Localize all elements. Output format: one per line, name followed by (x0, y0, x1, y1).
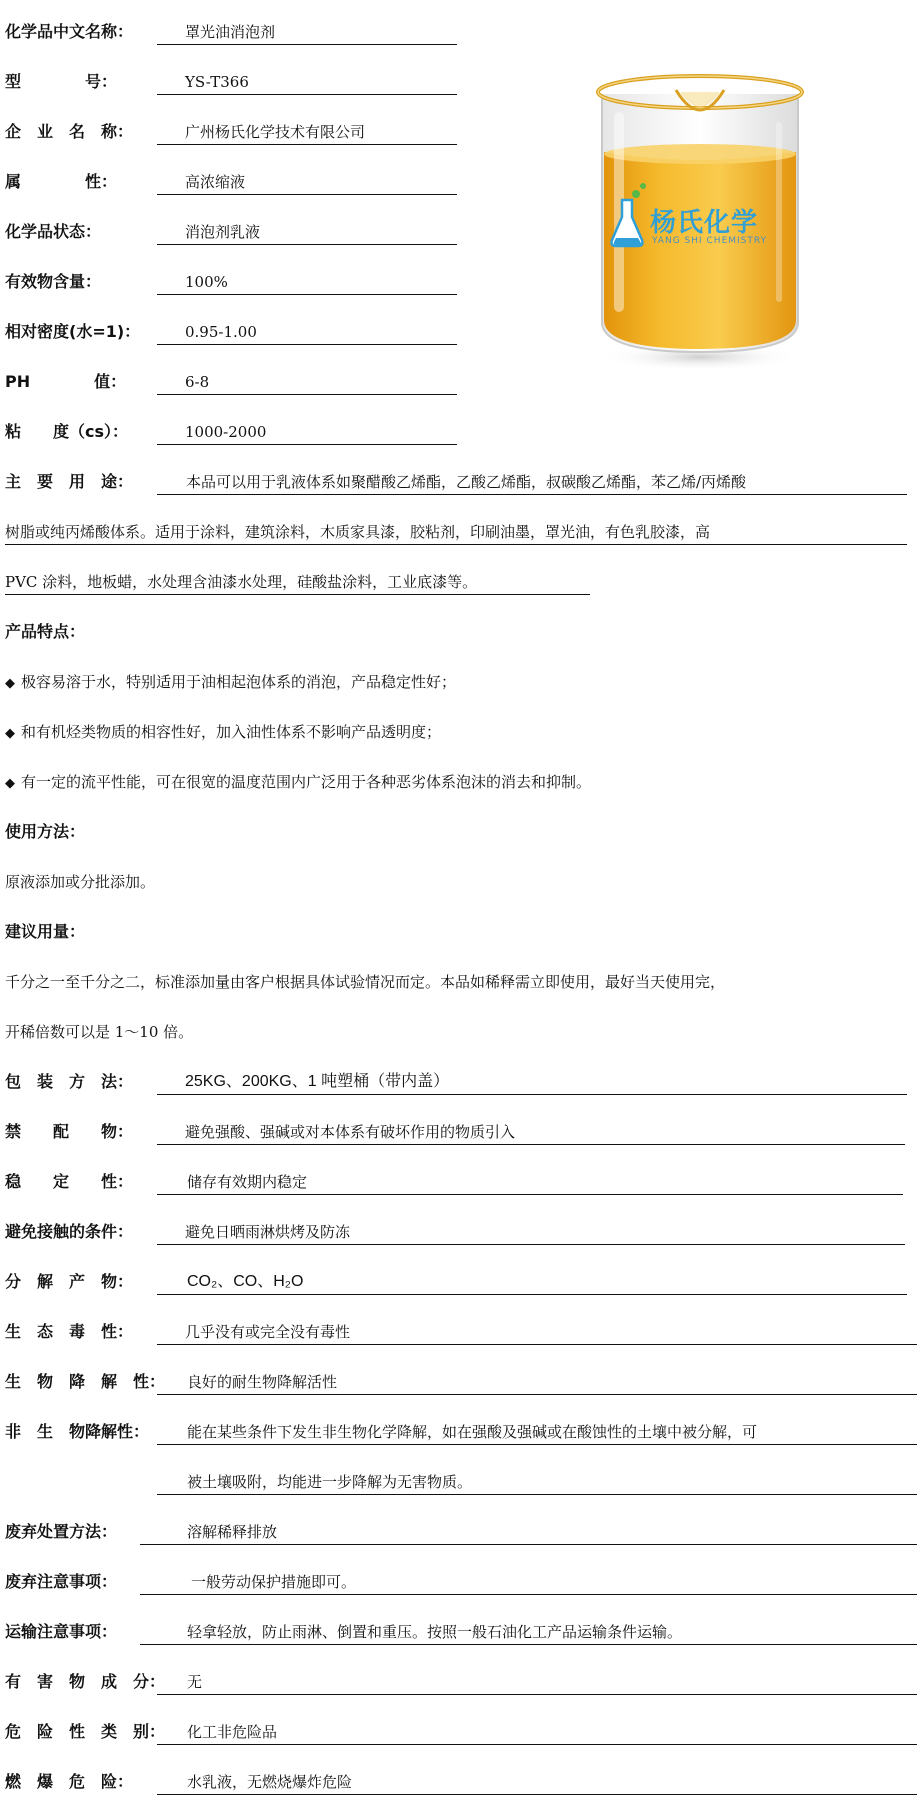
field-label: 避免接触的条件： (5, 1222, 134, 1241)
diamond-bullet-icon: ◆ (5, 676, 15, 691)
dosage-line-2: 开稀倍数可以是 1～10 倍。 (5, 1023, 194, 1041)
field-label: 有效物含量： (5, 272, 102, 291)
field-label: 危 险 性 类 别： (5, 1722, 166, 1741)
dosage-title: 建议用量： (5, 922, 86, 941)
field-value: 几乎没有或完全没有毒性 (185, 1323, 351, 1341)
feature-item (5, 670, 456, 696)
field-label: 粘 度（cs）： (5, 422, 129, 441)
usage-underline-3 (5, 594, 590, 595)
field-label: 化学品中文名称： (5, 22, 134, 41)
logo-text: 杨氏化学 (650, 208, 759, 238)
dosage-line-1: 千分之一至千分之二，标准添加量由客户根据具体试验情况而定。本品如稀释需立即使用，最好当天使用完， (5, 973, 726, 991)
field-underline (157, 1244, 905, 1245)
field-label: 分 解 产 物： (5, 1272, 134, 1291)
field-underline (157, 1394, 917, 1395)
diamond-bullet-icon: ◆ (5, 776, 15, 791)
field-value: YS-T366 (185, 73, 249, 91)
field-label: 废弃注意事项： (5, 1572, 118, 1591)
field-underline (157, 394, 457, 395)
field-label: 生 物 降 解 性： (5, 1372, 166, 1391)
field-label: 禁 配 物： (5, 1122, 134, 1141)
field-underline (157, 194, 457, 195)
field-label: 化学品状态： (5, 222, 102, 241)
field-label: 有 害 物 成 分： (5, 1672, 166, 1691)
field-underline (157, 444, 457, 445)
field-label: 型 号： (5, 72, 118, 91)
field-underline (157, 1694, 917, 1695)
field-value: 避免强酸、强碱或对本体系有破坏作用的物质引入 (185, 1123, 516, 1141)
field-value: CO₂、CO、H₂O (187, 1273, 304, 1290)
field-underline (157, 144, 457, 145)
field-value: 避免日晒雨淋烘烤及防冻 (185, 1223, 351, 1241)
field-value: 罩光油消泡剂 (185, 23, 276, 41)
field-value: 被土壤吸附，均能进一步降解为无害物质。 (187, 1473, 473, 1491)
usage-underline-1 (157, 494, 907, 495)
field-underline (157, 294, 457, 295)
usage-label: 主 要 用 途： (5, 472, 134, 491)
field-value: 广州杨氏化学技术有限公司 (185, 123, 366, 141)
method-title: 使用方法： (5, 822, 86, 841)
field-value: 水乳液，无燃烧爆炸危险 (187, 1773, 353, 1791)
field-label: 相对密度(水=1)： (5, 322, 141, 341)
field-value: 高浓缩液 (185, 173, 246, 191)
feature-text: 极容易溶于水，特别适用于油相起泡体系的消泡，产品稳定性好； (21, 673, 457, 691)
field-value: 溶解稀释排放 (187, 1523, 278, 1541)
usage-underline-2 (5, 544, 907, 545)
field-value: 6-8 (185, 373, 210, 391)
feature-item (5, 720, 441, 746)
usage-line-1: 本品可以用于乳液体系如聚醋酸乙烯酯，乙酸乙烯酯，叔碳酸乙烯酯，苯乙烯/丙烯酸 (186, 473, 747, 491)
field-underline (157, 94, 457, 95)
usage-line-2: 树脂或纯丙烯酸体系。适用于涂料，建筑涂料，木质家具漆，胶粘剂，印刷油墨，罩光油，有色乳胶漆，高 (5, 523, 711, 541)
field-value: 一般劳动保护措施即可。 (191, 1573, 357, 1591)
method-text: 原液添加或分批添加。 (5, 873, 156, 891)
product-image (580, 52, 820, 392)
field-label: 非 生 物降解性： (5, 1422, 150, 1441)
field-underline (157, 1144, 905, 1145)
features-title: 产品特点： (5, 622, 86, 641)
field-underline (157, 244, 457, 245)
feature-text: 和有机烃类物质的相容性好，加入油性体系不影响产品透明度； (21, 723, 442, 741)
field-underline (157, 1094, 907, 1095)
field-value: 0.95-1.00 (185, 323, 257, 341)
field-value: 消泡剂乳液 (185, 223, 261, 241)
field-value: 25KG、200KG、1 吨塑桶（带内盖） (185, 1073, 450, 1090)
field-value: 100% (185, 273, 228, 291)
field-underline (157, 1794, 917, 1795)
field-value: 无 (187, 1673, 203, 1691)
diamond-bullet-icon: ◆ (5, 726, 15, 741)
field-underline (157, 1344, 917, 1345)
field-underline (140, 1544, 917, 1545)
field-underline (140, 1594, 917, 1595)
field-underline (140, 1644, 917, 1645)
field-value: 化工非危险品 (187, 1723, 278, 1741)
field-underline (157, 1294, 907, 1295)
feature-text: 有一定的流平性能，可在很宽的温度范围内广泛用于各种恶劣体系泡沫的消去和抑制。 (21, 773, 592, 791)
field-label: 稳 定 性： (5, 1172, 134, 1191)
field-underline (157, 1194, 903, 1195)
field-label: 属 性： (5, 172, 118, 191)
feature-item (5, 770, 591, 796)
field-value: 良好的耐生物降解活性 (187, 1373, 338, 1391)
field-value: 储存有效期内稳定 (187, 1173, 308, 1191)
logo-subtext: YANG SHI CHEMISTRY (652, 236, 768, 246)
field-label: PH 值： (5, 372, 127, 391)
field-underline (157, 1494, 917, 1495)
field-label: 废弃处置方法： (5, 1522, 118, 1541)
field-value: 轻拿轻放，防止雨淋、倒置和重压。按照一般石油化工产品运输条件运输。 (187, 1623, 683, 1641)
field-underline (157, 344, 457, 345)
usage-line-3: PVC 涂料，地板蜡，水处理含油漆水处理，硅酸盐涂料，工业底漆等。 (5, 573, 478, 591)
field-underline (157, 44, 457, 45)
field-value: 能在某些条件下发生非生物化学降解，如在强酸及强碱或在酸蚀性的土壤中被分解，可 (187, 1423, 758, 1441)
field-underline (157, 1744, 917, 1745)
field-underline (157, 1444, 917, 1445)
field-value: 1000-2000 (185, 423, 267, 441)
field-label: 生 态 毒 性： (5, 1322, 134, 1341)
field-label: 燃 爆 危 险： (5, 1772, 134, 1791)
field-label: 运输注意事项： (5, 1622, 118, 1641)
field-label: 包 装 方 法： (5, 1072, 134, 1091)
field-label: 企 业 名 称： (5, 122, 134, 141)
